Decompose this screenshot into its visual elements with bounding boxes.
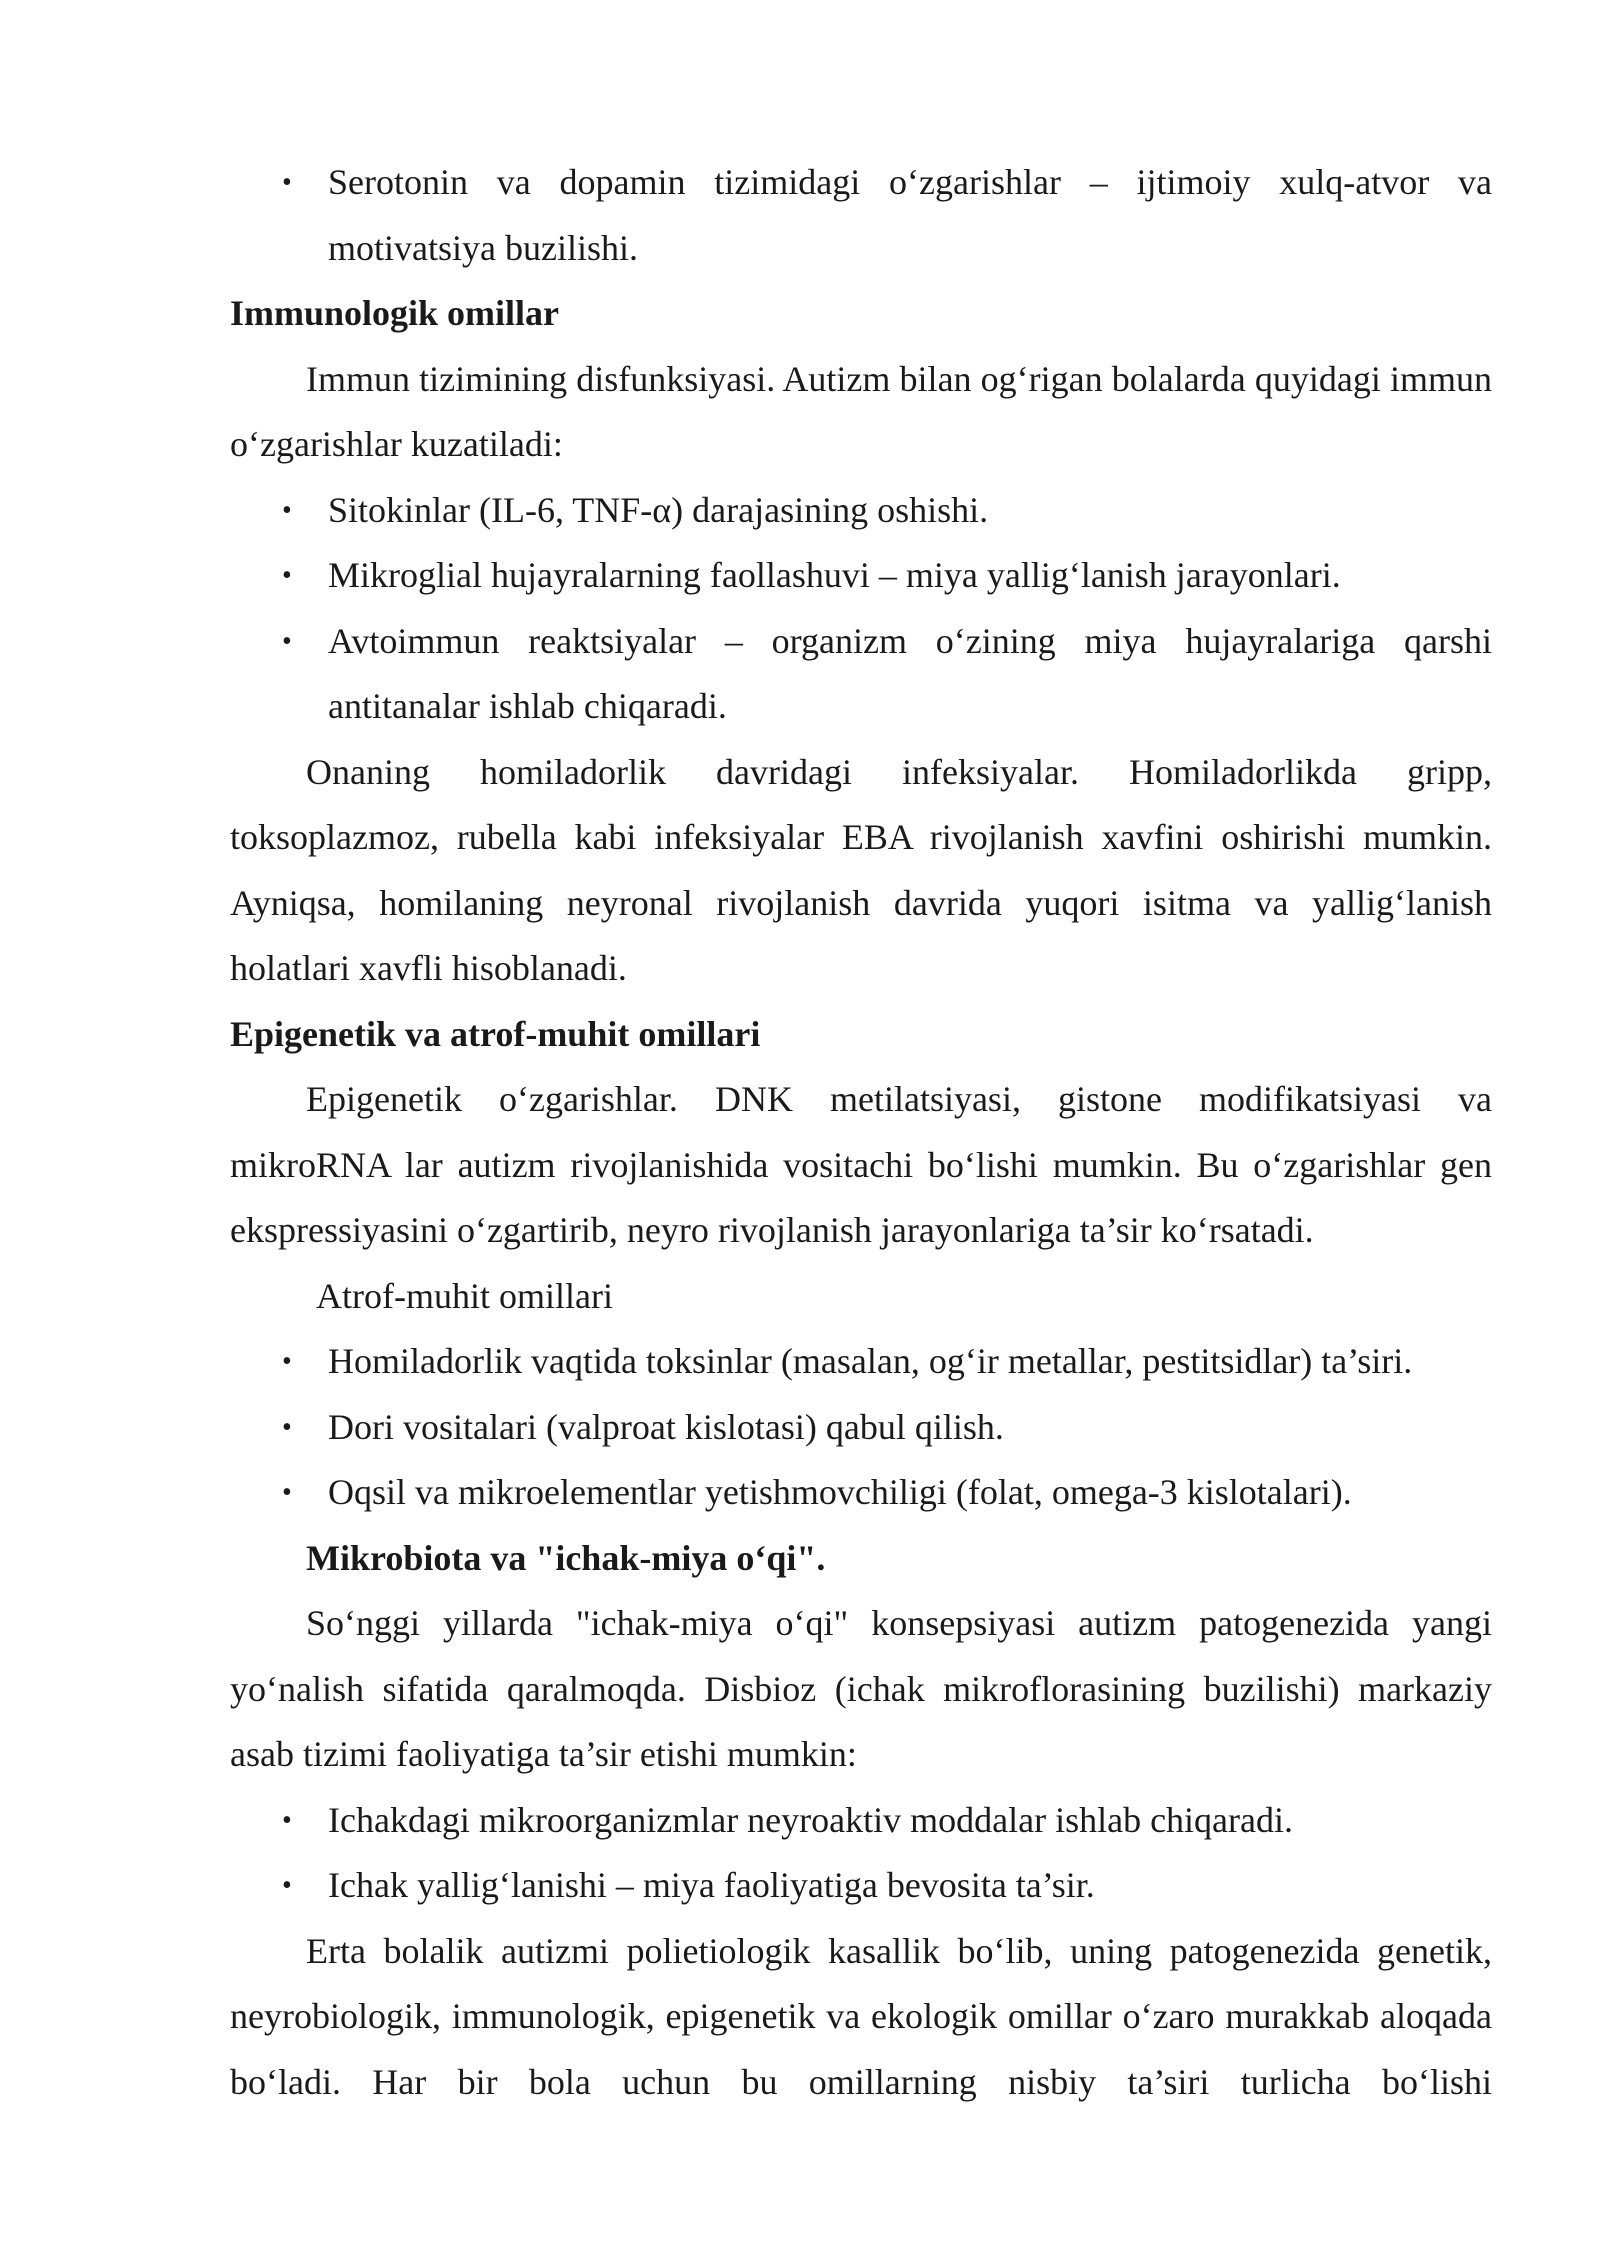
infection-paragraph: Onaning homiladorlik davridagi infeksiyalar. Homiladorlikda gripp, toksoplazmoz, rubella kabi infeksiyalar EBA rivojlanish xavfini oshirishi mumkin. Ayniqsa, homilaning neyronal rivojlanish davrida yuqori isitma va yallig‘lanish holatlari xavfli hisoblanadi. bbox=[230, 751, 1492, 988]
bullet-icon: • bbox=[282, 1477, 292, 1508]
document-page bbox=[230, 150, 1492, 2115]
list-item-text: Mikroglial hujayralarning faollashuvi – miya yallig‘lanish jarayonlari. bbox=[328, 555, 1341, 595]
bullet-icon: • bbox=[282, 560, 292, 591]
environment-sub-heading: Atrof-muhit omillari bbox=[316, 1275, 613, 1316]
bullet-icon: • bbox=[282, 1346, 292, 1377]
bullet-icon: • bbox=[282, 167, 292, 198]
microbiota-paragraph: So‘nggi yillarda "ichak-miya o‘qi" konsepsiyasi autizm patogenezida yangi yo‘nalish sifatida qaralmoqda. Disbioz (ichak mikroflorasining buzilishi) markaziy asab tizimi faoliyatiga ta’sir etishi mumkin: bbox=[230, 1603, 1492, 1774]
section-heading-microbiota: Mikrobiota va "ichak-miya o‘qi". bbox=[306, 1537, 826, 1578]
list-item bbox=[230, 1329, 1492, 1395]
bullet-icon: • bbox=[282, 1870, 292, 1901]
section-heading-epigenetics: Epigenetik va atrof-muhit omillari bbox=[230, 1013, 761, 1054]
list-item-text: Sitokinlar (IL-6, TNF-α) darajasining oshishi. bbox=[328, 489, 989, 530]
list-item-text: Ichak yallig‘lanishi – miya faoliyatiga bevosita ta’sir. bbox=[328, 1865, 1095, 1905]
list-item bbox=[230, 1395, 1492, 1461]
section-heading-immunology: Immunologik omillar bbox=[230, 293, 560, 333]
immunology-intro-paragraph: Immun tizimining disfunksiyasi. Autizm bilan og‘rigan bolalarda quyidagi immun o‘zgarishlar kuzatiladi: bbox=[230, 358, 1492, 464]
environment-bullet-list bbox=[230, 1329, 1492, 1526]
list-item-text: Avtoimmun reaktsiyalar – organizm o‘zining miya hujayralariga qarshi antitanalar ishlab chiqaradi. bbox=[328, 620, 1492, 726]
list-item-text: Homiladorlik vaqtida toksinlar (masalan, og‘ir metallar, pestitsidlar) ta’siri. bbox=[328, 1341, 1413, 1381]
list-item bbox=[230, 1853, 1492, 1919]
list-item-text: Oqsil va mikroelementlar yetishmovchiligi (folat, omega-3 kislotalari). bbox=[328, 1472, 1352, 1512]
list-item bbox=[230, 543, 1492, 609]
top-bullet-list bbox=[230, 150, 1492, 281]
list-item bbox=[230, 150, 1492, 281]
list-item-text: Dori vositalari (valproat kislotasi) qabul qilish. bbox=[328, 1406, 1004, 1447]
bullet-icon: • bbox=[282, 494, 292, 526]
epigenetics-paragraph: Epigenetik o‘zgarishlar. DNK metilatsiyasi, gistone modifikatsiyasi va mikroRNA lar autizm rivojlanishida vositachi bo‘lishi mumkin. Bu o‘zgarishlar gen ekspressiyasini o‘zgartirib, neyro rivojlanish jarayonlariga ta’sir ko‘rsatadi. bbox=[230, 1079, 1492, 1250]
list-item-text: Ichakdagi mikroorganizmlar neyroaktiv moddalar ishlab chiqaradi. bbox=[328, 1799, 1294, 1840]
conclusion-paragraph: Erta bolalik autizmi polietiologik kasallik bo‘lib, uning patogenezida genetik, neyrobiologik, immunologik, epigenetik va ekologik omillar o‘zaro murakkab aloqada bo‘ladi. Har bir bola uchun bu omillarning nisbiy ta’siri turlicha bo‘lishi bbox=[230, 1930, 1492, 2102]
microbiota-bullet-list bbox=[230, 1788, 1492, 1919]
list-item bbox=[230, 478, 1492, 544]
bullet-icon: • bbox=[282, 1804, 292, 1836]
bullet-icon: • bbox=[282, 1411, 292, 1443]
list-item bbox=[230, 1788, 1492, 1854]
list-item bbox=[230, 1460, 1492, 1526]
list-item-text: Serotonin va dopamin tizimidagi o‘zgarishlar – ijtimoiy xulq-atvor va motivatsiya buzilishi. bbox=[328, 162, 1492, 268]
bullet-icon: • bbox=[282, 625, 292, 657]
list-item bbox=[230, 609, 1492, 740]
immunology-bullet-list bbox=[230, 478, 1492, 740]
